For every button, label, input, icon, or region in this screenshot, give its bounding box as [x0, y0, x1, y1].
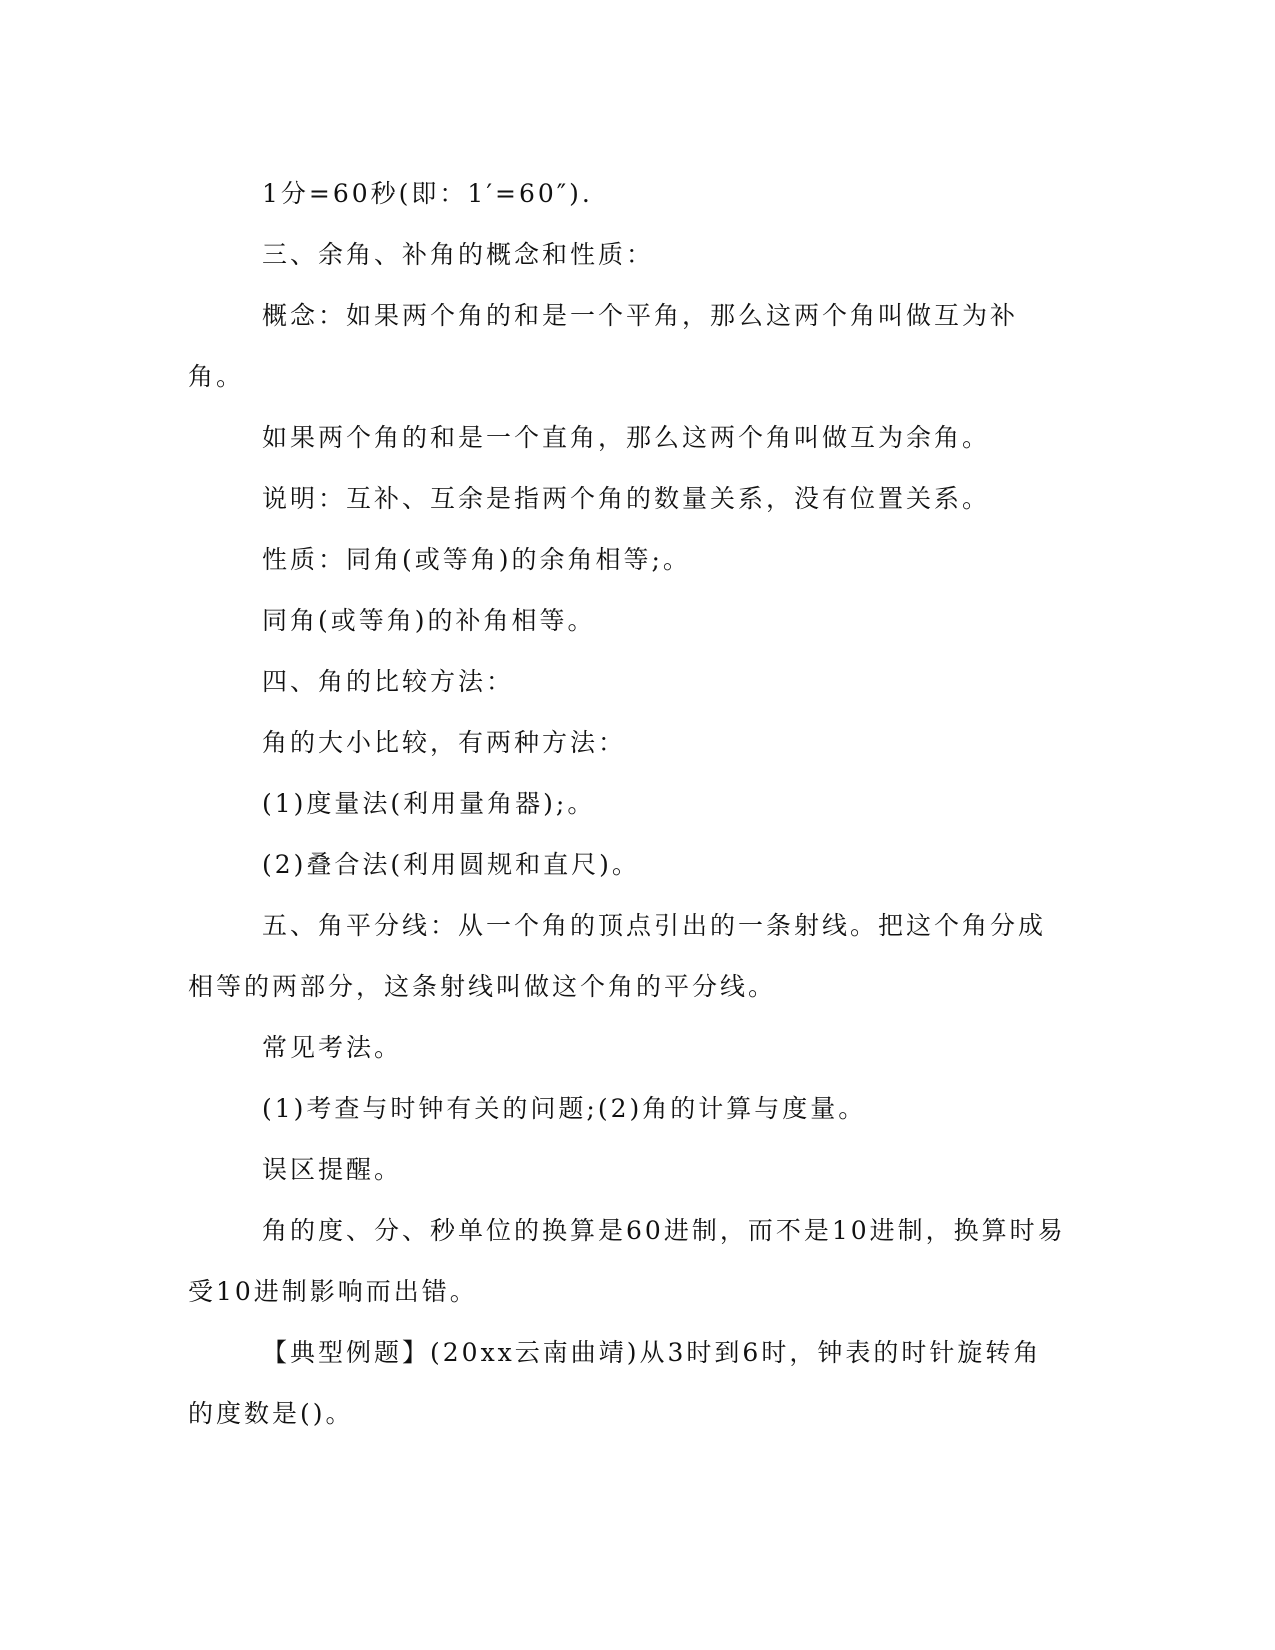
paragraph: 如果两个角的和是一个直角，那么这两个角叫做互为余角。: [262, 423, 991, 452]
paragraph: 误区提醒。: [262, 1155, 403, 1184]
section-heading: 三、余角、补角的概念和性质：: [262, 240, 655, 269]
paragraph: 性质：同角(或等角)的余角相等;。: [262, 545, 691, 574]
paragraph: 1分=60秒(即：1′=60″).: [262, 179, 593, 208]
section-heading: 五、角平分线：从一个角的顶点引出的一条射线。把这个角分成相等的两部分，这条射线叫做这个角的平分线。: [188, 911, 1047, 1001]
paragraph: 说明：互补、互余是指两个角的数量关系，没有位置关系。: [262, 484, 991, 513]
paragraph: 同角(或等角)的补角相等。: [262, 606, 596, 635]
paragraph: 角的大小比较，有两种方法：: [262, 728, 627, 757]
paragraph: 常见考法。: [262, 1033, 403, 1062]
section-heading: 四、角的比较方法：: [262, 667, 515, 696]
paragraph: 角的度、分、秒单位的换算是60进制，而不是10进制，换算时易受10进制影响而出错。: [188, 1216, 1066, 1306]
example-question: 【典型例题】(20xx云南曲靖)从3时到6时，钟表的时针旋转角的度数是()。: [188, 1338, 1042, 1428]
list-item: (1)度量法(利用量角器);。: [262, 789, 596, 818]
paragraph: 概念：如果两个角的和是一个平角，那么这两个角叫做互为补角。: [188, 301, 1019, 391]
list-item: (2)叠合法(利用圆规和直尺)。: [262, 850, 640, 879]
paragraph: (1)考查与时钟有关的问题;(2)角的计算与度量。: [262, 1094, 867, 1123]
document-body: [188, 163, 1068, 1444]
